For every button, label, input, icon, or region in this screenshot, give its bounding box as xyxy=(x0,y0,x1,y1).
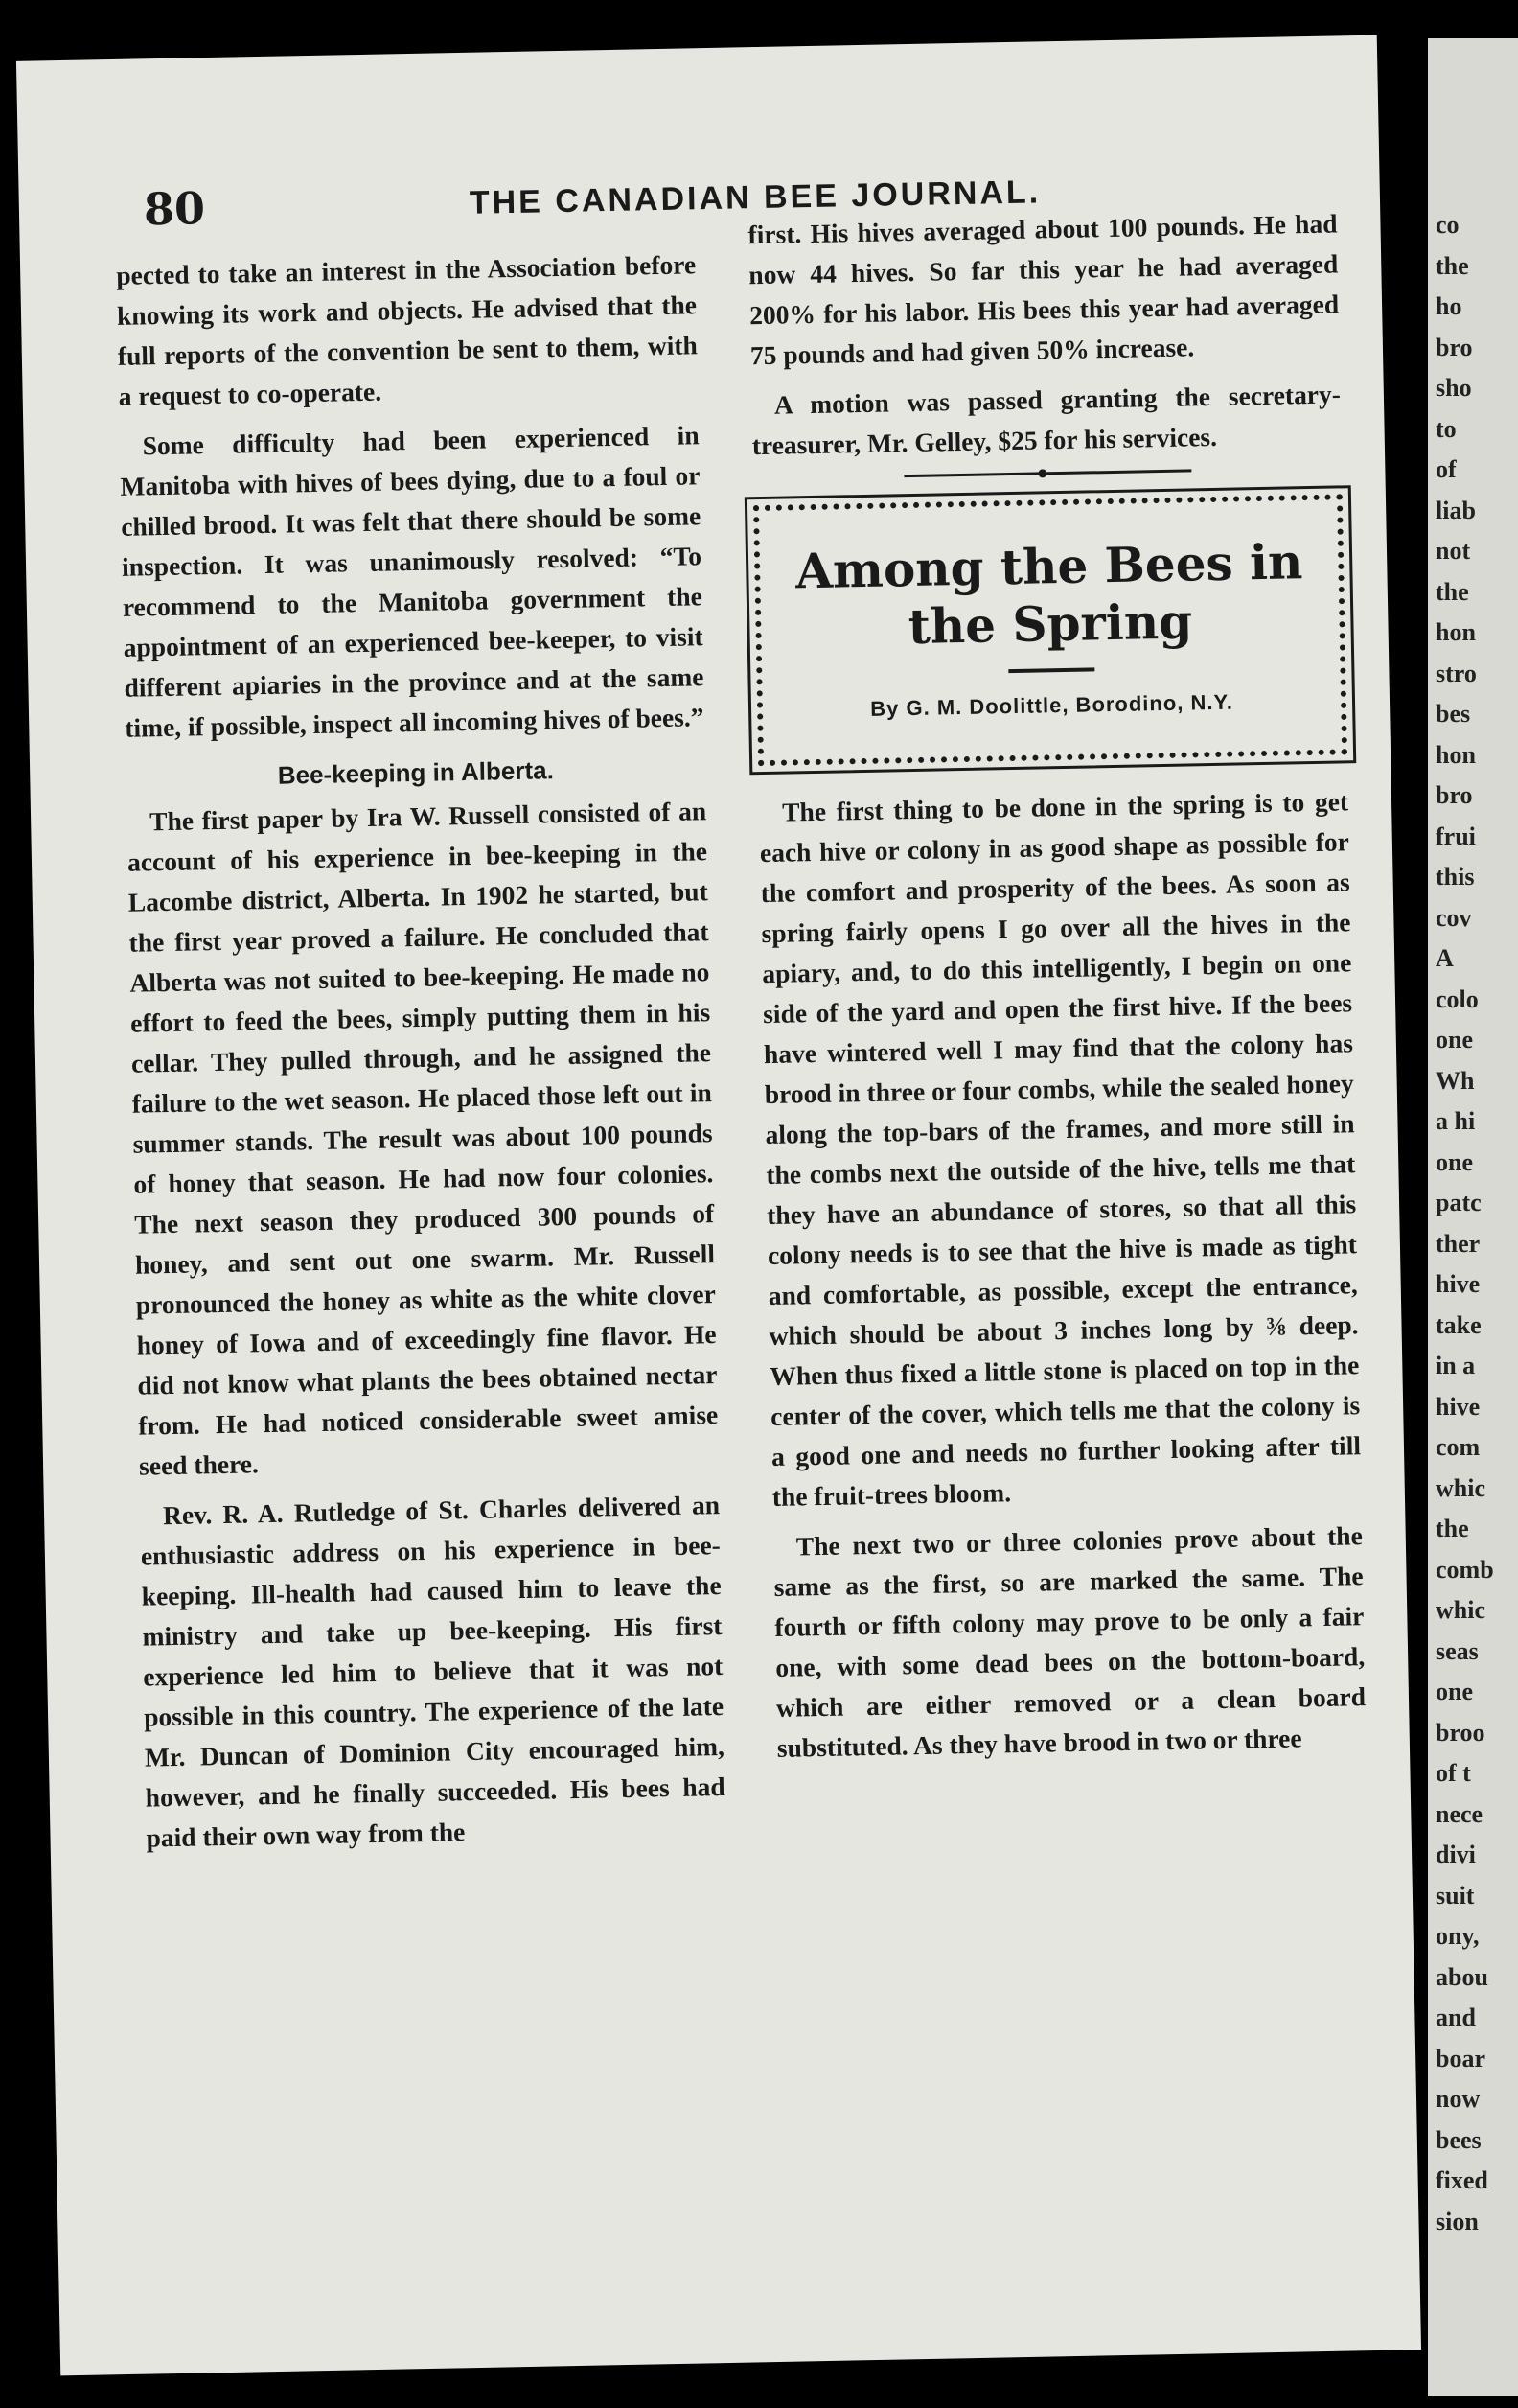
adjacent-page-fragment: whic xyxy=(1436,1596,1485,1624)
adjacent-page-fragment: sho xyxy=(1436,374,1472,402)
adjacent-page-fragment: this xyxy=(1436,863,1475,891)
article-title-box xyxy=(753,494,1347,766)
adjacent-page-fragment: hive xyxy=(1436,1392,1481,1421)
paragraph: Some difficulty had been experienced in Manitoba with hives of bees dying, due to a foul or chilled brood. It was felt that there should be some inspection. It was unanimously resolved: “To recommend to the Manitoba government the appointment of an experienced bee-keeper, to visit different apiaries in the province and at the same time, if possible, inspect all incoming hives of bees.” xyxy=(120,420,704,743)
running-head: THE CANADIAN BEE JOURNAL. xyxy=(469,174,1042,221)
adjacent-page-fragment: one xyxy=(1436,1026,1473,1054)
adjacent-page-fragment: stro xyxy=(1436,659,1477,687)
title-rule xyxy=(1008,667,1094,673)
adjacent-page-fragment: bees xyxy=(1436,2125,1482,2154)
paragraph: A motion was passed granting the secretary-treasurer, Mr. Gelley, $25 for his services. xyxy=(751,379,1342,461)
journal-page xyxy=(16,35,1421,2376)
adjacent-page-fragment: frui xyxy=(1436,822,1476,850)
adjacent-page-fragment: comb xyxy=(1436,1555,1494,1584)
section-divider xyxy=(904,469,1191,477)
adjacent-page-fragment: the xyxy=(1436,251,1469,280)
paragraph: The first thing to be done in the spring is to get each hive or colony in as good shape as possible for the comfort and prosperity of the bees. As soon as spring fairly opens I go over all the hives in the apiary, and, to do this intelligently, I begin on one side of the yard and open the first hive. If the bees have wintered well I may find that the colony has brood in three or four combs, while the sealed honey along the top-bars of the frames, and more still in the combs next the outside of the hive, tells me that they have an abundance of stores, so that all this colony needs is to see that the hive is made as tight and comfortable, as possible, except the entrance, which should be about 3 inches long by ⅜ deep. When thus fixed a little stone is placed on top in the center of the cover, which tells me that the colony is a good one and needs no further looking after till the fruit-trees bloom. xyxy=(759,786,1362,1512)
adjacent-page-fragment: hon xyxy=(1436,740,1476,769)
adjacent-page-fragment: whic xyxy=(1436,1473,1485,1502)
adjacent-page-fragment: abou xyxy=(1436,1962,1488,1991)
adjacent-page-fragment: bro xyxy=(1436,333,1473,361)
adjacent-page-fragment: colo xyxy=(1436,984,1479,1013)
adjacent-page-fragment: Wh xyxy=(1436,1066,1475,1095)
adjacent-page-fragment: ther xyxy=(1436,1229,1481,1258)
adjacent-page-fragment: the xyxy=(1436,577,1469,606)
adjacent-page-fragment: nece xyxy=(1436,1799,1484,1828)
adjacent-page-fragment: broo xyxy=(1436,1718,1485,1747)
article-byline: By G. M. Doolittle, Borodino, N.Y. xyxy=(869,689,1234,721)
paragraph: The first paper by Ira W. Russell consisted of an account of his experience in bee-keeping in the Lacombe district, Alberta. In 1902 he started, but the first year proved a failure. He concluded that Alberta was not suited to bee-keeping. He made no effort to feed the bees, simply putting them in his cellar. They pulled through, and he assigned the failure to the wet season. He placed those left out in summer stands. The result was about 100 pounds of honey that season. He had now four colonies. The next season they produced 300 pounds of honey, and sent out one swarm. Mr. Russell pronounced the honey as white as the white clover honey of Iowa and of exceedingly fine flavor. He did not know what plants the bees obtained nectar from. He had noticed considerable sweet amise seed there. xyxy=(126,796,719,1481)
adjacent-page-fragment: A xyxy=(1436,944,1454,972)
left-column xyxy=(116,244,726,1867)
adjacent-page-fragment: hive xyxy=(1436,1270,1481,1298)
adjacent-page-fragment: one xyxy=(1436,1678,1473,1705)
adjacent-page-fragment: one xyxy=(1436,1147,1473,1176)
adjacent-page-fragment: patc xyxy=(1436,1189,1482,1216)
adjacent-page-fragment: the xyxy=(1436,1515,1469,1542)
adjacent-page-fragment: not xyxy=(1436,537,1471,565)
adjacent-page-fragment: ony, xyxy=(1436,1922,1480,1950)
adjacent-page-fragment: take xyxy=(1436,1310,1482,1339)
adjacent-page-fragment: divi xyxy=(1436,1841,1476,1868)
adjacent-page-fragment: and xyxy=(1436,2003,1476,2031)
adjacent-page-fragment: seas xyxy=(1436,1636,1479,1665)
adjacent-page-fragment: com xyxy=(1436,1433,1481,1461)
adjacent-page-fragment: bro xyxy=(1436,781,1473,809)
adjacent-page-fragment: suit xyxy=(1436,1881,1475,1910)
adjacent-page-fragment: now xyxy=(1436,2085,1481,2113)
adjacent-page-fragment: bes xyxy=(1436,700,1471,728)
adjacent-page-fragment: in a xyxy=(1436,1352,1476,1379)
adjacent-page-edge xyxy=(1428,38,1518,2396)
section-subheading: Bee-keeping in Alberta. xyxy=(277,755,555,790)
adjacent-page-fragment: ho xyxy=(1436,292,1462,320)
adjacent-page-fragment: liab xyxy=(1436,496,1476,524)
paragraph: Rev. R. A. Rutledge of St. Charles delivered an enthusiastic address on his experience in bee-keeping. Ill-health had caused him to leave the ministry and take up bee-keeping. His first experience led him to believe that it was not possible in this country. The experience of the late Mr. Duncan of Dominion City encouraged him, however, and he finally succeeded. His bees had paid their own way from the xyxy=(140,1490,725,1853)
paragraph: The next two or three colonies prove about the same as the first, so are marked the same. The fourth or fifth colony may prove to be only a fair one, with some dead bees on the bottom-board, which are either removed or a clean board substituted. As they have brood in two or three xyxy=(773,1520,1367,1763)
paragraph: pected to take an interest in the Association before knowing its work and objects. He advised that the full reports of the convention be sent to them, with a request to co-operate. xyxy=(115,249,699,411)
adjacent-page-fragment: of t xyxy=(1436,1759,1471,1787)
adjacent-page-fragment: boar xyxy=(1436,2044,1485,2072)
adjacent-page-fragment: hon xyxy=(1436,618,1476,646)
adjacent-page-fragment: co xyxy=(1436,211,1460,239)
article-title: Among the Bees in the Spring xyxy=(794,533,1303,656)
right-column xyxy=(748,203,1367,1778)
page-number: 80 xyxy=(143,182,206,236)
adjacent-page-fragment: to xyxy=(1436,414,1457,443)
adjacent-page-fragment: fixed xyxy=(1436,2166,1488,2194)
adjacent-page-fragment: sion xyxy=(1436,2207,1479,2235)
adjacent-page-fragment: a hi xyxy=(1436,1107,1476,1135)
adjacent-page-fragment: of xyxy=(1436,455,1457,483)
adjacent-page-fragment: cov xyxy=(1436,903,1472,932)
paragraph: first. His hives averaged about 100 pounds. He had now 44 hives. So far this year he had averaged 200% for his labor. His bees this year had averaged 75 pounds and had given 50% increase. xyxy=(748,208,1340,371)
